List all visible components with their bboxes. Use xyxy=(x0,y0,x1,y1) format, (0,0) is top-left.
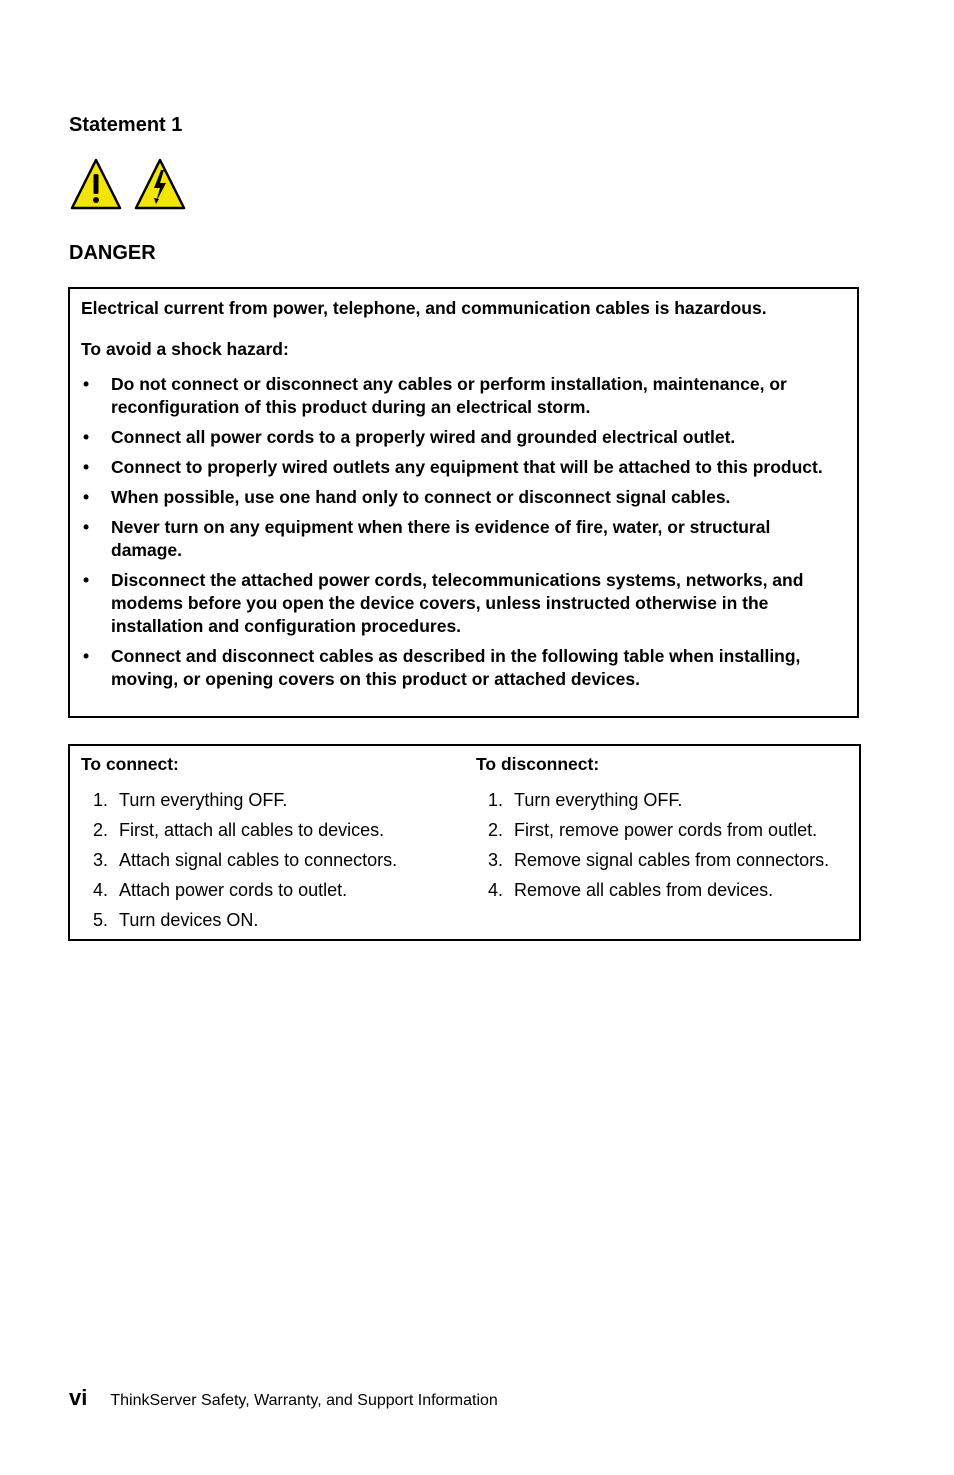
danger-notice-box xyxy=(68,287,859,718)
step-text: Remove signal cables from connectors. xyxy=(514,850,830,870)
caution-icon xyxy=(69,157,123,211)
step-number: 1. xyxy=(487,790,503,810)
list-item xyxy=(81,879,465,901)
connect-steps xyxy=(81,789,465,931)
electrical-hazard-icon xyxy=(133,157,187,211)
step-text: Turn everything OFF. xyxy=(119,790,288,810)
step-text: Turn everything OFF. xyxy=(514,790,683,810)
page-footer xyxy=(69,1385,498,1411)
hazard-icons xyxy=(69,157,187,211)
list-item: • Connect to properly wired outlets any equipment that will be attached to this product. xyxy=(81,456,845,479)
step-text: Attach power cords to outlet. xyxy=(119,880,348,900)
list-item xyxy=(81,789,465,811)
disconnect-steps xyxy=(476,789,859,901)
step-number: 2. xyxy=(92,820,108,840)
step-number: 4. xyxy=(487,880,503,900)
step-text: First, attach all cables to devices. xyxy=(119,820,385,840)
list-item xyxy=(476,819,859,841)
step-number: 3. xyxy=(487,850,503,870)
connect-heading: To connect: xyxy=(81,754,179,774)
connect-column xyxy=(70,746,465,939)
disconnect-column xyxy=(465,746,859,939)
list-item xyxy=(81,909,465,931)
list-item: • Never turn on any equipment when there is evidence of fire, water, or structural damage. xyxy=(81,516,845,562)
page-number: vi xyxy=(69,1385,88,1410)
step-text: Attach signal cables to connectors. xyxy=(119,850,398,870)
danger-intro: Electrical current from power, telephone, and communication cables is hazardous. xyxy=(81,298,767,318)
danger-bullet-list xyxy=(81,373,845,691)
list-item: • Connect and disconnect cables as described in the following table when installing, moving, or opening covers on this product or attached devices. xyxy=(81,645,845,691)
list-item xyxy=(476,789,859,811)
step-number: 3. xyxy=(92,850,108,870)
step-number: 4. xyxy=(92,880,108,900)
step-number: 2. xyxy=(487,820,503,840)
list-item: • When possible, use one hand only to connect or disconnect signal cables. xyxy=(81,486,845,509)
connect-disconnect-table xyxy=(68,744,861,941)
list-item: • Do not connect or disconnect any cables or perform installation, maintenance, or reconfiguration of this product during an electrical storm. xyxy=(81,373,845,419)
list-item xyxy=(476,879,859,901)
list-item xyxy=(476,849,859,871)
document-title: ThinkServer Safety, Warranty, and Support Information xyxy=(110,1392,498,1409)
list-item: • Connect all power cords to a properly wired and grounded electrical outlet. xyxy=(81,426,845,449)
list-item: • Disconnect the attached power cords, telecommunications systems, networks, and modems before you open the device covers, unless instructed otherwise in the installation and configuration procedures. xyxy=(81,569,845,638)
danger-lead: To avoid a shock hazard: xyxy=(81,339,289,359)
step-number: 1. xyxy=(92,790,108,810)
disconnect-heading: To disconnect: xyxy=(476,754,600,774)
list-item xyxy=(81,849,465,871)
step-number: 5. xyxy=(92,910,108,930)
step-text: Turn devices ON. xyxy=(119,910,259,930)
step-text: Remove all cables from devices. xyxy=(514,880,774,900)
danger-heading: DANGER xyxy=(69,242,156,264)
list-item xyxy=(81,819,465,841)
statement-heading: Statement 1 xyxy=(69,114,183,136)
step-text: First, remove power cords from outlet. xyxy=(514,820,818,840)
